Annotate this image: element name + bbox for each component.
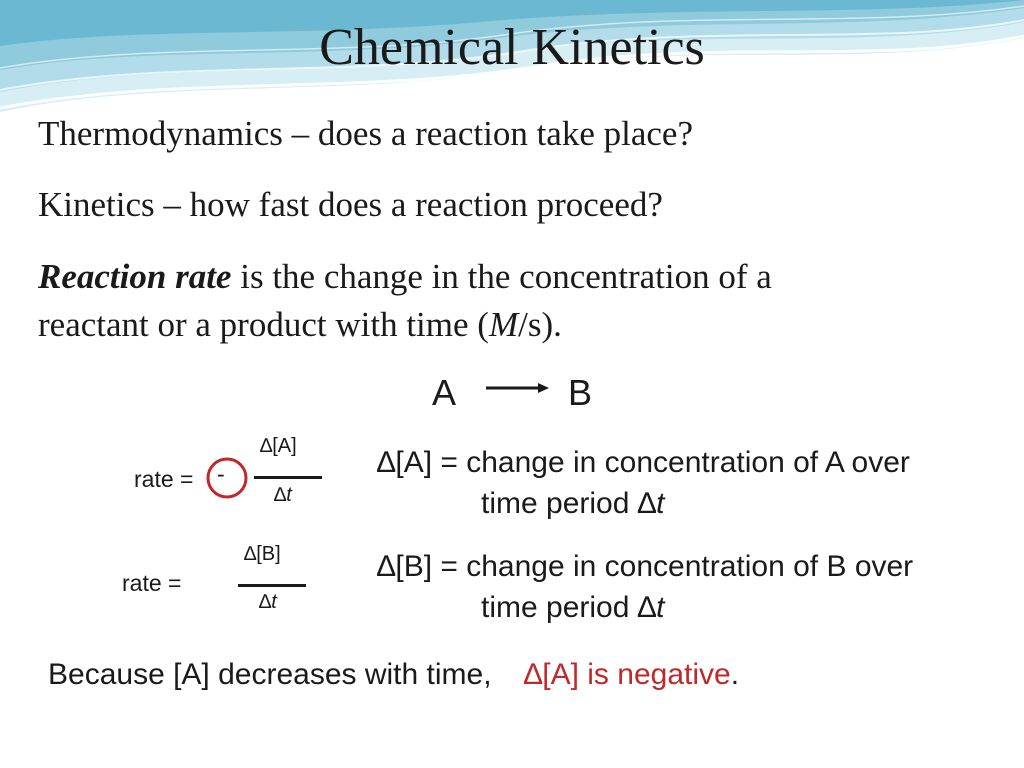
conclusion-line — [48, 658, 739, 692]
reactant-label: A — [432, 372, 457, 413]
reaction-rate-term: Reaction rate — [38, 257, 232, 296]
def-b-line-1: ∆[B] = change in concentration of B over — [377, 550, 914, 583]
reaction-rate-rest: is the change in the concentration of a — [231, 257, 772, 296]
conclusion-text: Because [A] decreases with time, — [48, 658, 492, 691]
molarity-unit: M — [488, 305, 519, 344]
def-a-line-2: time period ∆t — [481, 487, 665, 520]
def-a-line-1: ∆[A] = change in concentration of A over — [377, 446, 910, 479]
rate-b-lhs: rate = — [122, 570, 182, 596]
slide-title: Chemical Kinetics — [319, 19, 705, 76]
reaction-rate-line-2 — [38, 305, 562, 345]
reaction-arrow-icon — [486, 380, 550, 396]
reaction-rate-line2-prefix: reactant or a product with time ( — [38, 305, 489, 344]
rate-b-fraction-bar — [238, 584, 306, 587]
conclusion-highlight: ∆[A] is negative — [523, 658, 731, 691]
product-label: B — [568, 372, 593, 413]
rate-b-numerator: ∆[B] — [244, 543, 281, 565]
kinetics-line: Kinetics – how fast does a reaction proceed? — [38, 185, 663, 224]
thermodynamics-line: Thermodynamics – does a reaction take place? — [38, 114, 693, 153]
rate-a-fraction-bar — [254, 476, 322, 479]
conclusion-end: . — [730, 658, 740, 691]
rate-a-denominator: ∆t — [274, 484, 292, 506]
rate-b-denominator: ∆t — [259, 591, 277, 613]
rate-a-lhs: rate = — [134, 466, 194, 492]
reaction-rate-line-1 — [38, 257, 772, 297]
rate-a-negative-sign: - — [217, 461, 225, 487]
highlight-circle-icon — [205, 456, 249, 500]
reaction-rate-line2-suffix: /s). — [518, 305, 562, 344]
def-b-line-2: time period ∆t — [481, 591, 665, 624]
rate-a-numerator: ∆[A] — [260, 435, 297, 457]
